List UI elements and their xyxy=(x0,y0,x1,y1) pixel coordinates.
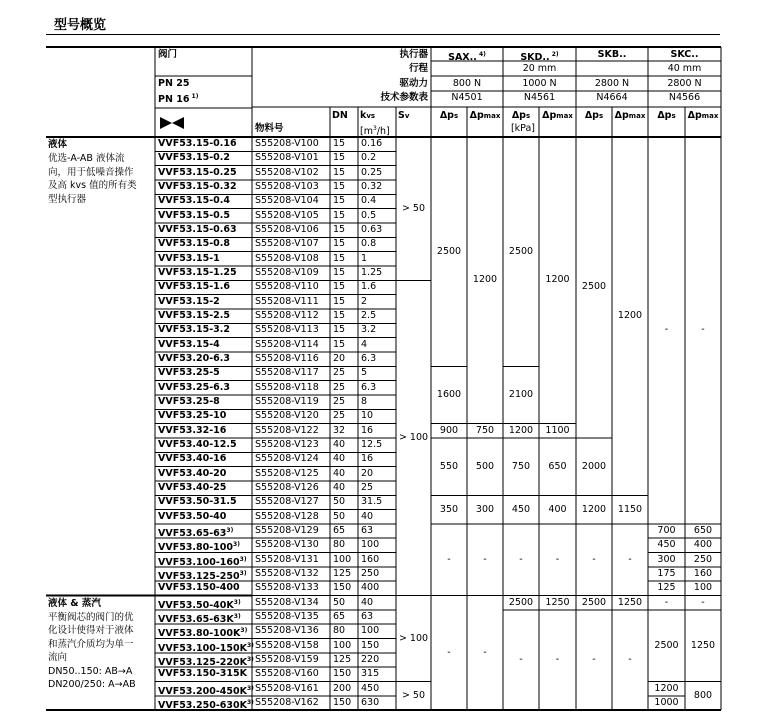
dn-value: 50 xyxy=(333,496,346,508)
dn-value: 25 xyxy=(333,381,346,393)
pressure-value: 650 xyxy=(693,525,713,537)
pressure-value: 1000 xyxy=(654,697,679,709)
pressure-value: - xyxy=(555,654,560,666)
dn-value: 80 xyxy=(333,625,346,637)
type-footnote: 3) xyxy=(233,612,241,620)
dn-value: 40 xyxy=(333,453,346,465)
kvs-value: 0.4 xyxy=(361,195,377,207)
material-number: S55208-V123 xyxy=(255,438,319,450)
pressure-value: 2000 xyxy=(581,460,607,472)
type-code: VVF53.15-0.25 xyxy=(158,166,237,178)
pressure-value: 250 xyxy=(693,553,713,565)
pressure-value: 1250 xyxy=(690,639,716,651)
material-number: S55208-V159 xyxy=(255,653,319,665)
type-footnote: 3) xyxy=(233,541,240,549)
page-title: 型号概览 xyxy=(54,18,107,33)
dn-value: 200 xyxy=(333,682,352,694)
dpmax-label: Δpmax xyxy=(687,110,719,121)
pressure-value: 2500 xyxy=(581,281,607,293)
type-code: VVF53.15-4 xyxy=(158,338,220,350)
dn-value: 40 xyxy=(333,467,346,479)
pressure-value: - xyxy=(664,324,669,336)
dn-value: 15 xyxy=(333,238,346,250)
pressure-value: 2500 xyxy=(654,639,679,651)
pressure-value: 750 xyxy=(475,424,495,436)
dn-value: 15 xyxy=(333,266,346,278)
kvs-value: 16 xyxy=(361,453,374,465)
pressure-value: - xyxy=(483,553,487,565)
type-code: VVF53.80-100$^{3)}$ xyxy=(158,541,240,554)
type-code: $VVF53.65-63K^{3)}$ xyxy=(158,612,241,626)
material-number: S55208-V100 xyxy=(255,138,319,149)
material-number: S55208-V161 xyxy=(255,682,319,694)
kvs-value: 1.6 xyxy=(361,281,377,293)
type-code: VVF53.100-160$^{3)}$ xyxy=(158,555,247,568)
kvs-value: 10 xyxy=(361,410,374,422)
material-number: S55208-V112 xyxy=(255,309,319,321)
kvs-value: 150 xyxy=(361,639,380,651)
dps-label: Δps xyxy=(511,110,531,121)
dn-value: 65 xyxy=(333,524,346,536)
material-number: S55208-V125 xyxy=(255,467,319,479)
kvs-value: 25 xyxy=(361,481,374,493)
pressure-value: 900 xyxy=(439,424,459,436)
dn-value: 50 xyxy=(333,510,346,522)
dpmax-label: Δpmax xyxy=(614,110,646,121)
kvs-value: 2.5 xyxy=(361,309,377,321)
material-number: S55208-V116 xyxy=(255,352,319,364)
material-number: S55208-V132 xyxy=(255,567,319,579)
dn-value: 25 xyxy=(333,410,346,422)
pressure-value: 450 xyxy=(657,539,676,551)
dn-value: 125 xyxy=(333,653,352,665)
type-code: VVF53.15-1.25 xyxy=(158,266,237,278)
pressure-value: 1200 xyxy=(508,424,534,436)
type-code: VVF53.40-16 xyxy=(158,453,227,465)
group-description-line: 及高 kvs 值的所有类 xyxy=(48,180,137,191)
material-number: S55208-V124 xyxy=(255,453,319,465)
type-code: VVF53.20-6.3 xyxy=(158,352,231,364)
dn-value: 25 xyxy=(333,367,346,379)
dn-value: 15 xyxy=(333,324,346,336)
kvs-value: 315 xyxy=(361,668,380,680)
group-description-line: DN200/250: A→AB xyxy=(48,679,136,691)
kvs-value: 0.2 xyxy=(361,152,377,164)
type-code: VVF53.25-8 xyxy=(158,395,220,407)
kvs-value: 0.25 xyxy=(361,166,383,178)
dn-value: 15 xyxy=(333,209,346,221)
material-number: S55208-V126 xyxy=(255,481,319,493)
pressure-value: 750 xyxy=(511,460,531,472)
pressure-value: 125 xyxy=(657,582,676,594)
kvs-value: 630 xyxy=(361,696,380,708)
pressure-value: 550 xyxy=(439,460,459,472)
material-number: S55208-V136 xyxy=(255,625,319,637)
sv-value: > 50 xyxy=(401,202,426,214)
datasheet-label: 技术参数表 xyxy=(380,92,428,103)
pressure-value: 1200 xyxy=(581,503,607,515)
material-number: S55208-V117 xyxy=(255,367,319,379)
group-description-line: 流向 xyxy=(48,652,68,664)
type-footnote: 3) xyxy=(247,655,254,663)
type-code: $VVF53.250-630K^{3)}$ xyxy=(158,698,254,712)
kvs-value: 31.5 xyxy=(361,496,383,508)
material-number: S55208-V133 xyxy=(255,582,319,594)
material-number: S55208-V130 xyxy=(255,539,319,551)
kvs-value: 2 xyxy=(361,295,368,307)
type-code: VVF53.15-0.8 xyxy=(158,238,231,250)
sv-value: > 100 xyxy=(398,431,429,443)
kvs-value: 40 xyxy=(361,510,374,522)
type-code: VVF53.40-25 xyxy=(158,481,227,493)
kvs-value: 16 xyxy=(361,424,374,436)
dps-label: Δps xyxy=(584,110,604,121)
kvs-value: 6.3 xyxy=(361,352,377,364)
pressure-value: 800 xyxy=(693,689,713,701)
dn-value: 20 xyxy=(333,352,346,364)
group-description-line: 优选-A-AB 液体流 xyxy=(48,153,125,164)
dps-label: Δps xyxy=(657,110,676,121)
group-description-line: DN50..150: AB→A xyxy=(48,665,133,677)
dn-value: 15 xyxy=(333,338,346,350)
material-number: S55208-V127 xyxy=(255,496,319,508)
group-title: 液体 xyxy=(48,139,68,150)
group-description-line: 型执行器 xyxy=(48,193,87,205)
group-description-line: 平衡阀芯的阀门的优 xyxy=(48,611,134,623)
material-number: S55208-V158 xyxy=(255,639,319,651)
pressure-value: 700 xyxy=(657,525,676,537)
pressure-value: - xyxy=(519,654,523,666)
kvs-value: 4 xyxy=(361,338,368,350)
kvs-value: 6.3 xyxy=(361,381,377,393)
material-number: S55208-V113 xyxy=(255,324,319,336)
sv-label: Sv xyxy=(398,110,410,121)
kvs-value: 8 xyxy=(361,395,368,407)
group-description xyxy=(48,611,153,692)
pressure-value: - xyxy=(628,654,632,666)
type-code: $VVF53.125-220K^{3)}$ xyxy=(158,655,254,669)
actuator-name-2: SKB.. xyxy=(597,49,627,60)
pressure-value: 1200 xyxy=(545,274,570,286)
pressure-value: 1200 xyxy=(617,310,643,322)
pressure-value: - xyxy=(701,324,705,336)
pressure-value: 1200 xyxy=(472,274,498,286)
material-number: S55208-V162 xyxy=(255,696,319,708)
pressure-value: - xyxy=(701,596,705,608)
type-code: VVF53.15-2 xyxy=(158,295,220,307)
dn-value: 15 xyxy=(333,180,346,192)
dn-value: 150 xyxy=(333,696,352,708)
material-number: S55208-V129 xyxy=(255,524,319,536)
pressure-value: 500 xyxy=(475,460,495,472)
dn-value: 15 xyxy=(333,295,346,307)
type-code: VVF53.25-5 xyxy=(158,367,220,379)
type-code: $VVF53.100-150K^{3)}$ xyxy=(158,641,254,654)
actuator-force-3: 2800 N xyxy=(667,78,702,89)
dn-value: 15 xyxy=(333,166,346,178)
material-number: S55208-V107 xyxy=(255,238,319,250)
pressure-value: - xyxy=(447,646,451,658)
dpmax-label: Δpmax xyxy=(542,110,573,121)
pressure-value: 175 xyxy=(657,568,676,580)
actuator-footnote: 2) xyxy=(549,51,559,58)
valve-label: 阀门 xyxy=(158,49,178,60)
actuator-force-0: 800 N xyxy=(452,78,482,89)
actuator-datasheet-0: N4501 xyxy=(451,92,483,103)
material-number: S55208-V109 xyxy=(255,266,319,278)
type-code: VVF53.15-0.32 xyxy=(158,180,237,192)
pressure-value: 2100 xyxy=(508,388,534,400)
kvs-value: 450 xyxy=(361,682,380,694)
pressure-value: 1100 xyxy=(545,424,570,436)
type-code: VVF53.15-0.5 xyxy=(158,209,231,221)
kvs-value: 100 xyxy=(361,625,380,637)
type-code: VVF53.50-40 xyxy=(158,510,227,522)
dn-value: 150 xyxy=(333,668,352,680)
dn-value: 15 xyxy=(333,309,346,321)
kvs-value: 160 xyxy=(361,553,380,565)
dn-value: 40 xyxy=(333,481,346,493)
dn-value: 100 xyxy=(333,639,352,651)
type-code: VVF53.150-400 xyxy=(158,582,240,594)
type-code: VVF53.40-12.5 xyxy=(158,438,237,450)
type-code: VVF53.15-0.63 xyxy=(158,223,237,235)
material-number: S55208-V114 xyxy=(255,338,319,350)
type-footnote: 3) xyxy=(247,698,254,706)
pressure-value: - xyxy=(628,553,632,565)
kvs-value: 100 xyxy=(361,539,380,551)
type-footnote: 3) xyxy=(239,569,247,577)
type-code: VVF53.50-31.5 xyxy=(158,496,237,508)
type-code: VVF53.15-1.6 xyxy=(158,281,231,293)
dn-value: 40 xyxy=(333,438,346,450)
material-number: S55208-V104 xyxy=(255,195,319,207)
dn-label: DN xyxy=(332,110,348,121)
dpmax-label: Δpmax xyxy=(469,110,501,121)
dn-value: 25 xyxy=(333,395,346,407)
material-number: S55208-V128 xyxy=(255,510,319,522)
pn16-footnote: 1) xyxy=(189,93,199,100)
pressure-value: 1250 xyxy=(617,596,643,608)
pressure-value: - xyxy=(519,553,523,565)
type-code: VVF53.150-315K xyxy=(158,668,247,680)
kvs-value: 3.2 xyxy=(361,324,377,336)
material-number: S55208-V103 xyxy=(255,180,319,192)
kvs-value: 1 xyxy=(361,252,368,264)
stroke-40: 40 mm xyxy=(667,63,702,74)
pressure-value: 1150 xyxy=(617,503,643,515)
pressure-value: - xyxy=(664,596,669,608)
type-code: VVF53.15-1 xyxy=(158,252,220,264)
pressure-value: 2500 xyxy=(581,596,607,608)
type-code: VVF53.25-10 xyxy=(158,410,227,422)
kvs-value: 20 xyxy=(361,467,374,479)
kvs-value: 5 xyxy=(361,367,368,379)
dn-value: 150 xyxy=(333,582,352,594)
pressure-value: 300 xyxy=(657,553,676,565)
material-number: S55208-V118 xyxy=(255,381,319,393)
material-number: S55208-V119 xyxy=(255,395,319,407)
material-number: S55208-V106 xyxy=(255,223,319,235)
pn16-label: PN 16 $^{1)}$ xyxy=(158,93,199,106)
pressure-value: - xyxy=(447,553,451,565)
kvs-value: 1.25 xyxy=(361,266,383,278)
material-number: S55208-V122 xyxy=(255,424,319,436)
dn-value: 65 xyxy=(333,610,346,622)
actuator-force-2: 2800 N xyxy=(594,78,630,89)
kvs-value: 250 xyxy=(361,567,380,579)
actuator-force-1: 1000 N xyxy=(522,78,557,89)
material-number: S55208-V110 xyxy=(255,281,319,293)
sv-value: > 100 xyxy=(398,632,429,644)
dn-value: 125 xyxy=(333,567,352,579)
type-code: $VVF53.200-450K^{3)}$ xyxy=(158,684,254,697)
actuator-label: 执行器 xyxy=(399,49,428,60)
pressure-value: - xyxy=(555,553,560,565)
type-code: VVF53.65-63$^{3)}$ xyxy=(158,526,234,540)
kvs-value: 0.63 xyxy=(361,223,383,235)
actuator-datasheet-1: N4561 xyxy=(523,92,556,103)
actuator-footnote: 4) xyxy=(476,51,486,58)
type-code: VVF53.15-3.2 xyxy=(158,324,231,336)
kvs-value: 0.5 xyxy=(361,209,377,221)
type-footnote: 3) xyxy=(247,641,254,649)
pressure-value: 400 xyxy=(548,503,567,515)
material-number: S55208-V120 xyxy=(255,410,319,422)
material-number: S55208-V102 xyxy=(255,166,319,178)
material-number: S55208-V111 xyxy=(255,295,319,307)
type-code: VVF53.15-0.2 xyxy=(158,152,231,164)
type-code: VVF53.32-16 xyxy=(158,424,227,436)
kvs-value: 0.32 xyxy=(361,180,383,192)
kvs-value: 63 xyxy=(361,610,374,622)
stroke-label: 行程 xyxy=(408,63,428,74)
material-number: S55208-V105 xyxy=(255,209,319,221)
pressure-value: 1200 xyxy=(654,682,679,694)
type-code: VVF53.40-20 xyxy=(158,467,227,479)
group-description-line: 向，用于低噪音操作 xyxy=(48,166,134,178)
material-label: 物料号 xyxy=(255,123,284,134)
dps-label: Δps xyxy=(439,110,459,121)
pressure-value: - xyxy=(592,553,596,565)
pressure-value: 650 xyxy=(548,460,567,472)
group-description-line: 化设计使得对于液体 xyxy=(48,625,134,637)
dn-value: 50 xyxy=(333,596,346,608)
type-footnote: 3) xyxy=(240,627,248,635)
kvs-label: kvs xyxy=(360,110,376,121)
dn-value: 15 xyxy=(333,281,346,293)
pressure-value: - xyxy=(592,654,596,666)
pressure-value: 450 xyxy=(511,503,531,515)
kvs-value: 12.5 xyxy=(361,438,383,450)
type-footnote: 3) xyxy=(226,526,234,534)
type-footnote: 3) xyxy=(247,684,254,692)
pressure-value: 300 xyxy=(475,503,495,515)
actuator-name-1: SKD.. $^{2)}$ xyxy=(520,51,559,64)
group-title: 液体 & 蒸汽 xyxy=(48,597,101,609)
pressure-value: - xyxy=(483,646,487,658)
sv-value: > 50 xyxy=(401,689,426,701)
pressure-value: 400 xyxy=(693,539,713,551)
dn-value: 100 xyxy=(333,553,352,565)
kvs-value: 40 xyxy=(361,596,374,608)
pressure-value: 100 xyxy=(693,582,713,594)
dn-value: 15 xyxy=(333,252,346,264)
force-label: 驱动力 xyxy=(399,78,428,89)
type-code: VVF53.15-0.4 xyxy=(158,195,231,207)
pressure-value: 1250 xyxy=(545,596,570,608)
kvs-value: 63 xyxy=(361,524,374,536)
kvs-value: 0.8 xyxy=(361,238,377,250)
material-number: S55208-V108 xyxy=(255,252,319,264)
material-number: S55208-V134 xyxy=(255,596,319,608)
dn-value: 15 xyxy=(333,223,346,235)
actuator-datasheet-3: N4566 xyxy=(668,92,701,103)
type-code: $VVF53.50-40K^{3)}$ xyxy=(158,598,241,611)
type-code: VVF53.125-250$^{3)}$ xyxy=(158,569,247,583)
material-number: S55208-V131 xyxy=(255,553,319,565)
kvs-value: 220 xyxy=(361,653,380,665)
stroke-20: 20 mm xyxy=(522,63,557,74)
material-number: S55208-V160 xyxy=(255,668,319,680)
actuator-name-3: SKC.. xyxy=(670,49,699,60)
material-number: S55208-V135 xyxy=(255,610,319,622)
pressure-value: 350 xyxy=(439,503,459,515)
pressure-value: 1600 xyxy=(436,388,462,400)
type-code: VVF53.25-6.3 xyxy=(158,381,231,393)
dn-value: 80 xyxy=(333,539,346,551)
pressure-value: 2500 xyxy=(508,596,534,608)
group-description xyxy=(48,152,153,206)
pressure-value: 2500 xyxy=(436,245,462,257)
type-code: VVF53.15-0.16 xyxy=(158,138,237,149)
kvs-value: 400 xyxy=(361,582,380,594)
kvs-value: 0.16 xyxy=(361,138,383,149)
group-description-line: 和蒸汽介质均为单一 xyxy=(48,638,134,650)
kvs-unit: $[m^3/h]$ xyxy=(360,125,390,138)
dn-value: 15 xyxy=(333,152,346,164)
type-footnote: 3) xyxy=(233,598,241,606)
dn-value: 15 xyxy=(333,138,346,149)
type-footnote: 3) xyxy=(239,555,247,563)
type-code: VVF53.15-2.5 xyxy=(158,309,231,321)
pn25-label: PN 25 xyxy=(158,78,190,89)
kpa-unit: [kPa] xyxy=(510,123,536,134)
dn-value: 32 xyxy=(333,424,346,436)
pressure-value: 160 xyxy=(693,568,713,580)
two-way-valve-icon xyxy=(160,117,184,129)
actuator-name-0: SAX.. $^{4)}$ xyxy=(448,51,486,64)
pressure-value: 2500 xyxy=(508,245,534,257)
actuator-datasheet-2: N4664 xyxy=(596,92,628,103)
material-number: S55208-V101 xyxy=(255,152,319,164)
dn-value: 15 xyxy=(333,195,346,207)
type-code: $VVF53.80-100K^{3)}$ xyxy=(158,627,248,640)
